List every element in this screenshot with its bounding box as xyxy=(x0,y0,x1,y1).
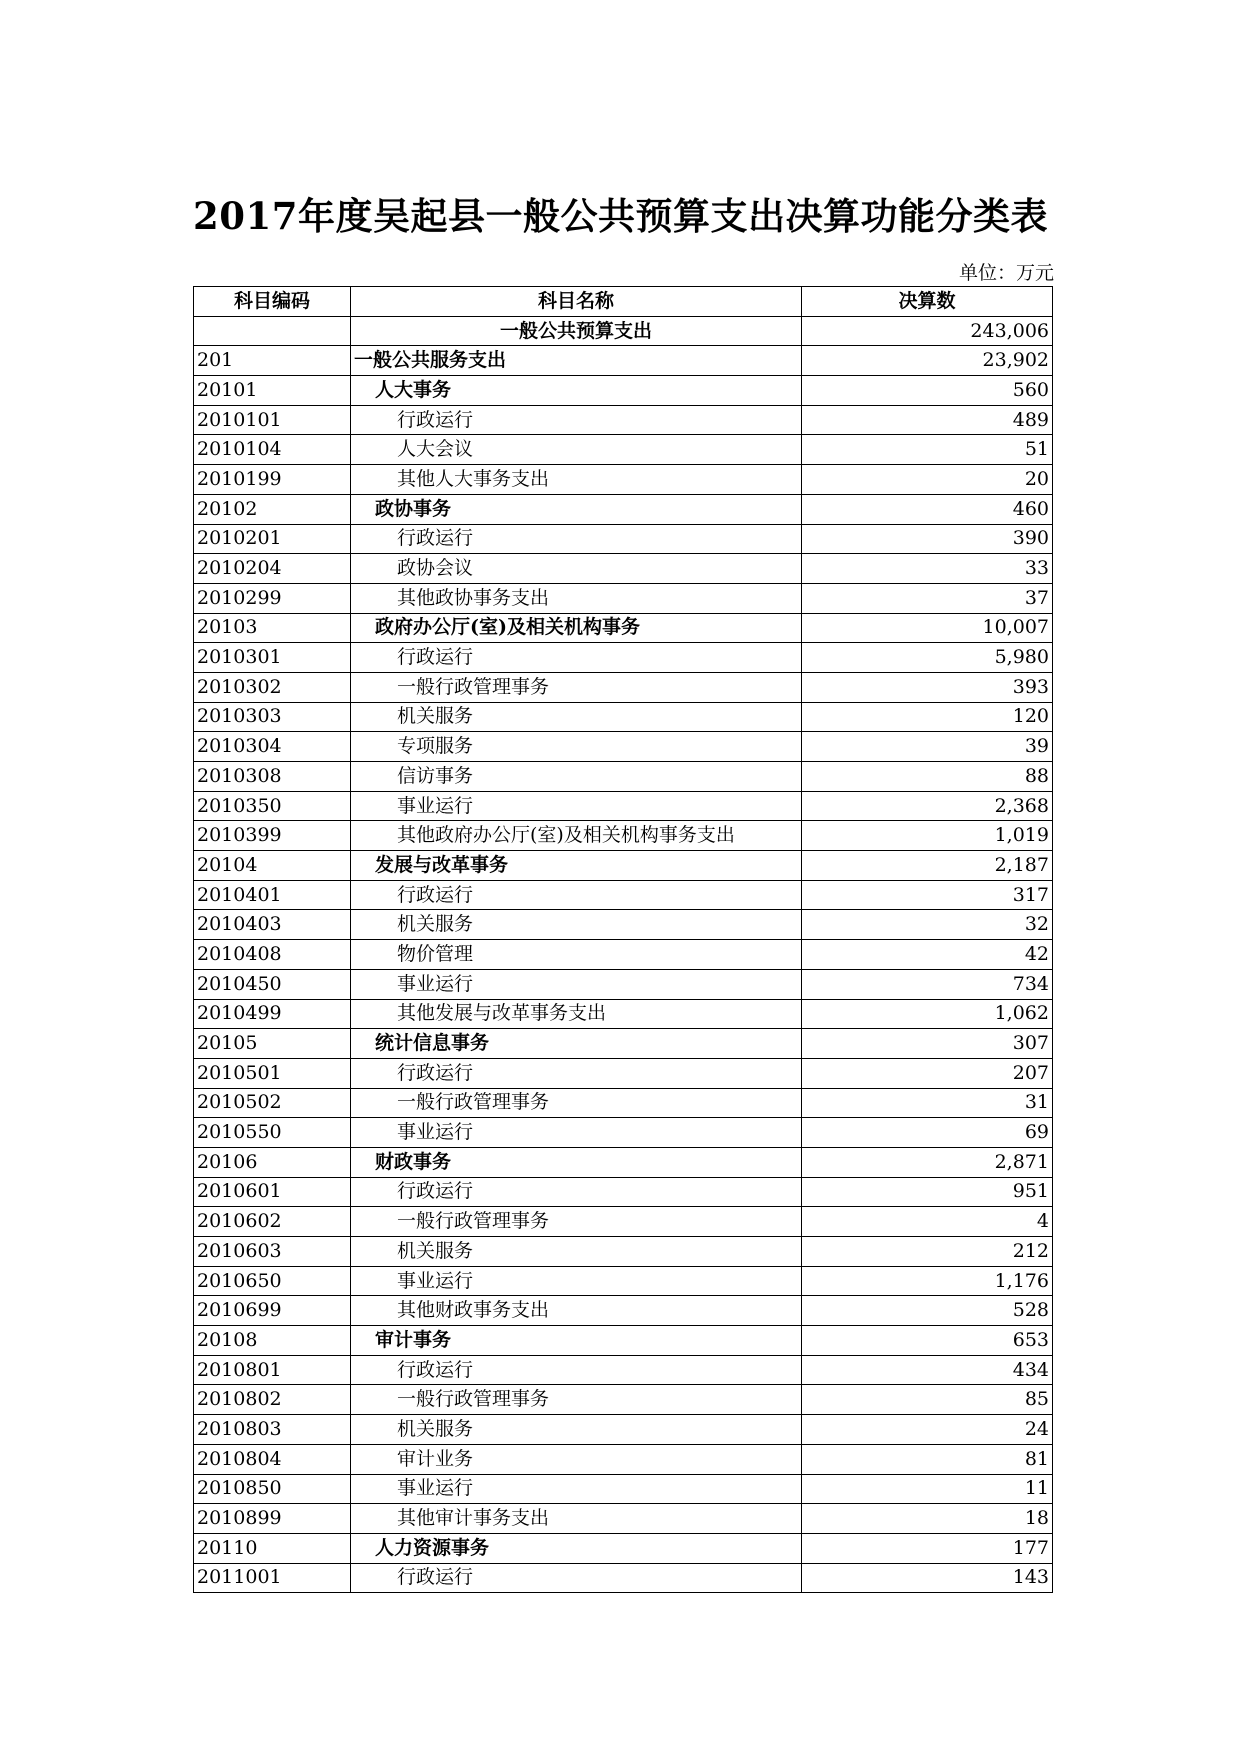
row-code: 2010302 xyxy=(194,672,351,702)
row-value: 88 xyxy=(802,762,1053,792)
budget-table xyxy=(193,286,1053,1593)
row-value: 69 xyxy=(802,1118,1053,1148)
table-row xyxy=(194,732,1053,762)
row-code: 2010101 xyxy=(194,405,351,435)
row-code: 2010602 xyxy=(194,1207,351,1237)
row-name: 一般行政管理事务 xyxy=(351,1385,802,1415)
row-name: 财政事务 xyxy=(351,1147,802,1177)
row-value: 24 xyxy=(802,1415,1053,1445)
row-code: 2010899 xyxy=(194,1504,351,1534)
row-code: 2010199 xyxy=(194,465,351,495)
table-row xyxy=(194,1385,1053,1415)
row-name: 行政运行 xyxy=(351,1563,802,1593)
row-code: 20101 xyxy=(194,376,351,406)
row-value: 120 xyxy=(802,702,1053,732)
row-value: 2,187 xyxy=(802,851,1053,881)
row-code: 2010603 xyxy=(194,1237,351,1267)
row-value: 5,980 xyxy=(802,643,1053,673)
row-value: 11 xyxy=(802,1474,1053,1504)
row-value: 143 xyxy=(802,1563,1053,1593)
row-name: 政府办公厅(室)及相关机构事务 xyxy=(351,613,802,643)
row-name: 行政运行 xyxy=(351,524,802,554)
header-value: 决算数 xyxy=(802,287,1053,317)
row-code: 2010501 xyxy=(194,1058,351,1088)
table-header-row xyxy=(194,287,1053,317)
table-row xyxy=(194,1237,1053,1267)
row-name: 人大会议 xyxy=(351,435,802,465)
table-row xyxy=(194,1118,1053,1148)
row-name: 机关服务 xyxy=(351,910,802,940)
table-row xyxy=(194,643,1053,673)
row-code: 2010450 xyxy=(194,969,351,999)
row-code: 20104 xyxy=(194,851,351,881)
row-name: 事业运行 xyxy=(351,791,802,821)
row-name: 审计业务 xyxy=(351,1444,802,1474)
row-code xyxy=(194,316,351,346)
row-value: 4 xyxy=(802,1207,1053,1237)
row-code: 20106 xyxy=(194,1147,351,1177)
table-row xyxy=(194,999,1053,1029)
row-name: 一般行政管理事务 xyxy=(351,672,802,702)
row-value: 212 xyxy=(802,1237,1053,1267)
row-value: 489 xyxy=(802,405,1053,435)
row-value: 33 xyxy=(802,554,1053,584)
table-row xyxy=(194,1296,1053,1326)
table-row xyxy=(194,1504,1053,1534)
row-name: 机关服务 xyxy=(351,1415,802,1445)
row-value: 20 xyxy=(802,465,1053,495)
row-value: 2,368 xyxy=(802,791,1053,821)
row-name: 事业运行 xyxy=(351,1474,802,1504)
row-value: 85 xyxy=(802,1385,1053,1415)
row-value: 307 xyxy=(802,1029,1053,1059)
row-name: 事业运行 xyxy=(351,1266,802,1296)
row-value: 23,902 xyxy=(802,346,1053,376)
table-body xyxy=(194,316,1053,1593)
table-row xyxy=(194,1029,1053,1059)
row-code: 2010104 xyxy=(194,435,351,465)
row-value: 1,019 xyxy=(802,821,1053,851)
table-row xyxy=(194,1266,1053,1296)
row-name: 其他政府办公厅(室)及相关机构事务支出 xyxy=(351,821,802,851)
row-code: 2010399 xyxy=(194,821,351,851)
row-code: 20105 xyxy=(194,1029,351,1059)
page-title: 2017年度吴起县一般公共预算支出决算功能分类表 xyxy=(193,194,1048,238)
row-code: 2010301 xyxy=(194,643,351,673)
table-row xyxy=(194,1563,1053,1593)
row-code: 20110 xyxy=(194,1533,351,1563)
row-name: 人力资源事务 xyxy=(351,1533,802,1563)
row-name: 行政运行 xyxy=(351,1355,802,1385)
row-name: 一般行政管理事务 xyxy=(351,1088,802,1118)
row-name: 其他政协事务支出 xyxy=(351,583,802,613)
row-code: 2010601 xyxy=(194,1177,351,1207)
row-name: 事业运行 xyxy=(351,1118,802,1148)
row-name: 其他审计事务支出 xyxy=(351,1504,802,1534)
header-code: 科目编码 xyxy=(194,287,351,317)
row-value: 528 xyxy=(802,1296,1053,1326)
row-value: 51 xyxy=(802,435,1053,465)
table-row xyxy=(194,405,1053,435)
row-value: 39 xyxy=(802,732,1053,762)
row-name: 一般公共预算支出 xyxy=(351,316,802,346)
table-row xyxy=(194,583,1053,613)
table-row xyxy=(194,1088,1053,1118)
table-row xyxy=(194,376,1053,406)
row-value: 81 xyxy=(802,1444,1053,1474)
row-name: 行政运行 xyxy=(351,880,802,910)
row-name: 行政运行 xyxy=(351,1177,802,1207)
row-value: 434 xyxy=(802,1355,1053,1385)
table-row xyxy=(194,672,1053,702)
row-name: 事业运行 xyxy=(351,969,802,999)
row-value: 653 xyxy=(802,1326,1053,1356)
row-value: 177 xyxy=(802,1533,1053,1563)
row-name: 其他人大事务支出 xyxy=(351,465,802,495)
row-code: 2010650 xyxy=(194,1266,351,1296)
row-name: 一般行政管理事务 xyxy=(351,1207,802,1237)
row-code: 20103 xyxy=(194,613,351,643)
row-name: 政协会议 xyxy=(351,554,802,584)
row-code: 2010401 xyxy=(194,880,351,910)
row-code: 2010204 xyxy=(194,554,351,584)
row-name: 信访事务 xyxy=(351,762,802,792)
row-value: 393 xyxy=(802,672,1053,702)
row-name: 机关服务 xyxy=(351,1237,802,1267)
row-value: 207 xyxy=(802,1058,1053,1088)
row-name: 政协事务 xyxy=(351,494,802,524)
row-value: 37 xyxy=(802,583,1053,613)
row-value: 243,006 xyxy=(802,316,1053,346)
table-row xyxy=(194,346,1053,376)
row-code: 2010550 xyxy=(194,1118,351,1148)
table-row xyxy=(194,940,1053,970)
row-value: 10,007 xyxy=(802,613,1053,643)
table-row xyxy=(194,821,1053,851)
row-code: 2011001 xyxy=(194,1563,351,1593)
row-code: 2010403 xyxy=(194,910,351,940)
row-code: 2010803 xyxy=(194,1415,351,1445)
table-row xyxy=(194,494,1053,524)
row-code: 2010299 xyxy=(194,583,351,613)
row-value: 18 xyxy=(802,1504,1053,1534)
row-name: 其他财政事务支出 xyxy=(351,1296,802,1326)
row-value: 460 xyxy=(802,494,1053,524)
table-row xyxy=(194,1207,1053,1237)
table-row xyxy=(194,524,1053,554)
row-code: 201 xyxy=(194,346,351,376)
row-name: 行政运行 xyxy=(351,405,802,435)
row-name: 其他发展与改革事务支出 xyxy=(351,999,802,1029)
row-code: 2010303 xyxy=(194,702,351,732)
row-code: 2010201 xyxy=(194,524,351,554)
row-code: 20102 xyxy=(194,494,351,524)
table-row xyxy=(194,1355,1053,1385)
row-value: 560 xyxy=(802,376,1053,406)
row-value: 32 xyxy=(802,910,1053,940)
row-name: 审计事务 xyxy=(351,1326,802,1356)
table-row xyxy=(194,1177,1053,1207)
row-value: 734 xyxy=(802,969,1053,999)
row-code: 2010699 xyxy=(194,1296,351,1326)
row-code: 2010804 xyxy=(194,1444,351,1474)
unit-label: 单位：万元 xyxy=(958,262,1054,284)
row-name: 行政运行 xyxy=(351,643,802,673)
row-code: 2010850 xyxy=(194,1474,351,1504)
table-row xyxy=(194,1147,1053,1177)
table-row xyxy=(194,554,1053,584)
table-row xyxy=(194,613,1053,643)
row-value: 31 xyxy=(802,1088,1053,1118)
row-code: 2010408 xyxy=(194,940,351,970)
row-value: 951 xyxy=(802,1177,1053,1207)
row-value: 1,176 xyxy=(802,1266,1053,1296)
table-row xyxy=(194,465,1053,495)
row-code: 2010502 xyxy=(194,1088,351,1118)
row-code: 2010802 xyxy=(194,1385,351,1415)
row-name: 统计信息事务 xyxy=(351,1029,802,1059)
table-row xyxy=(194,880,1053,910)
table-row xyxy=(194,969,1053,999)
row-code: 2010499 xyxy=(194,999,351,1029)
row-code: 2010308 xyxy=(194,762,351,792)
table-row xyxy=(194,702,1053,732)
table-row xyxy=(194,1444,1053,1474)
table-row xyxy=(194,1058,1053,1088)
row-name: 行政运行 xyxy=(351,1058,802,1088)
table-row xyxy=(194,1326,1053,1356)
table-row xyxy=(194,791,1053,821)
row-code: 2010304 xyxy=(194,732,351,762)
row-value: 2,871 xyxy=(802,1147,1053,1177)
row-name: 一般公共服务支出 xyxy=(351,346,802,376)
row-code: 20108 xyxy=(194,1326,351,1356)
row-name: 发展与改革事务 xyxy=(351,851,802,881)
table-row xyxy=(194,1474,1053,1504)
table-row xyxy=(194,435,1053,465)
row-name: 机关服务 xyxy=(351,702,802,732)
row-name: 物价管理 xyxy=(351,940,802,970)
row-code: 2010350 xyxy=(194,791,351,821)
row-code: 2010801 xyxy=(194,1355,351,1385)
table-row xyxy=(194,851,1053,881)
table-row xyxy=(194,1415,1053,1445)
table-row xyxy=(194,910,1053,940)
row-name: 专项服务 xyxy=(351,732,802,762)
table-row xyxy=(194,316,1053,346)
row-name: 人大事务 xyxy=(351,376,802,406)
row-value: 42 xyxy=(802,940,1053,970)
header-name: 科目名称 xyxy=(351,287,802,317)
row-value: 390 xyxy=(802,524,1053,554)
row-value: 317 xyxy=(802,880,1053,910)
table-row xyxy=(194,762,1053,792)
row-value: 1,062 xyxy=(802,999,1053,1029)
table-row xyxy=(194,1533,1053,1563)
